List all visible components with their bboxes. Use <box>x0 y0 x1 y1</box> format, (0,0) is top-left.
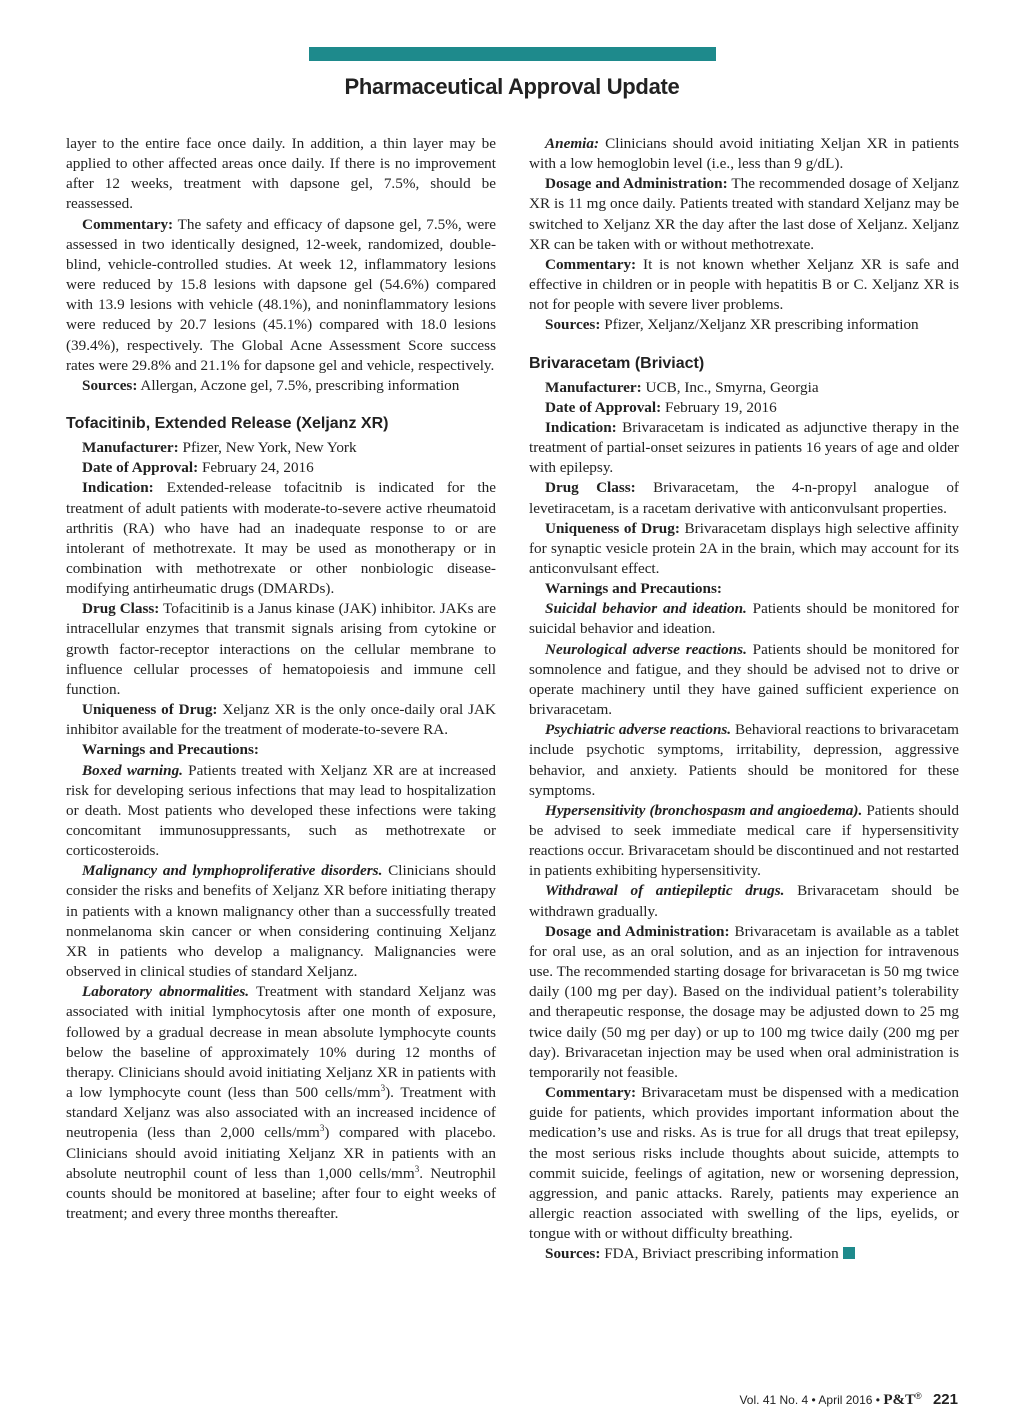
paragraph <box>529 801 959 882</box>
paragraph <box>529 315 959 335</box>
indication-label: Indication: <box>82 479 154 497</box>
commentary-text: The safety and efficacy of dapsone gel, 7.5%, were assessed in two identically designed, 12-week, randomized, double-blind, vehicle-controlled studies. At week 12, inflammatory lesions were reduced by 15.8 lesions with dapsone gel (54.6%) compared with 13.9 lesions with vehicle (48.1%), and noninflammatory lesions were reduced by 20.7 lesions (45.1%) compared with 18.0 lesions (39.4%), respectively. The Global Acne Assessment Score success rates were 29.8% and 21.1% for dapsone gel and vehicle, respectively. <box>66 215 496 374</box>
paragraph <box>66 740 496 760</box>
neuro-text: Patients should be monitored for somnolence and fatigue, and they should be advised not to drive or operate machinery until they have gained sufficient experience on brivaracetam. <box>529 640 959 719</box>
paragraph <box>66 761 496 862</box>
uniqueness-label: Uniqueness of Drug: <box>545 519 680 537</box>
paragraph <box>529 478 959 518</box>
paragraph <box>529 922 959 1083</box>
uniqueness-text: Xeljanz XR is the only once-daily oral JAK inhibitor available for the treatment of moderate-to-severe RA. <box>66 701 496 739</box>
lab-text: Treatment with standard Xeljanz was associated with initial lymphocytosis after one month of exposure, followed by a gradual decrease in mean absolute lymphocyte counts below the baseline of approximately 10% during 12 months of therapy. Clinicians should avoid initiating Xeljanz XR in patients with a low lymphocyte count (less than 500 cells/mm <box>66 983 497 1102</box>
indication-text: Brivaracetam is indicated as adjunctive therapy in the treatment of partial-onset seizures in patients 16 years of age and older with epilepsy. <box>529 418 959 477</box>
lab-label: Laboratory abnormalities. <box>82 983 250 1001</box>
suicidal-label: Suicidal behavior and ideation. <box>545 600 747 618</box>
paragraph <box>529 398 959 418</box>
date-label: Date of Approval: <box>545 398 662 416</box>
dosage-text: Brivaracetam is available as a tablet for oral use, as an oral solution, and as an injection for intravenous use. The recommended starting dosage for brivaracetan is 50 mg twice daily (100 mg per day). Based on the individual patient’s tolerability and therapeutic response, the dosage may be adjusted down to 25 mg twice daily (50 mg per day) or up to 100 mg twice daily (200 mg per day). Brivaracetan injection may be used when oral administration is temporarily not feasible. <box>529 922 959 1081</box>
paragraph <box>529 579 959 599</box>
date-label: Date of Approval: <box>82 459 199 477</box>
suicidal-text: Patients should be monitored for suicidal behavior and ideation. <box>529 600 959 638</box>
paragraph <box>529 418 959 478</box>
superscript: 3 <box>319 1123 325 1134</box>
indication-label: Indication: <box>545 418 617 436</box>
manufacturer-text: UCB, Inc., Smyrna, Georgia <box>641 378 819 396</box>
paragraph: layer to the entire face once daily. In addition, a thin layer may be applied to other affected areas once daily. If there is no improvement after 12 weeks, treatment with dapsone gel, 7.5%, should be reassessed. <box>66 135 496 213</box>
paragraph <box>529 640 959 721</box>
paragraph <box>529 519 959 579</box>
malignancy-label: Malignancy and lymphoproliferative disorders. <box>82 862 383 880</box>
end-of-article-square-icon <box>843 1247 855 1259</box>
dosage-text: The recommended dosage of Xeljanz XR is 11 mg once daily. Patients treated with standard Xeljanz may be switched to Xeljanz XR the day after the last dose of Xeljanz. Xeljanz XR can be taken with or without methotrexate. <box>529 175 959 253</box>
dosage-label: Dosage and Administration: <box>545 922 730 940</box>
drugclass-text: Brivaracetam, the 4-n-propyl analogue of levetiracetam, is a racetam derivative with anticonvulsant properties. <box>529 479 959 517</box>
uniqueness-text: Brivaracetam displays high selective affinity for synaptic vesicle protein 2A in the brain, which may account for its anticonvulsant effect. <box>529 519 959 577</box>
commentary-label: Commentary: <box>545 255 637 273</box>
paragraph <box>66 215 496 376</box>
warnings-label: Warnings and Precautions: <box>82 741 259 759</box>
sources-text: Pfizer, Xeljanz/Xeljanz XR prescribing information <box>600 316 919 334</box>
hyper-text: Patients should be advised to seek immediate medical care if hypersensitivity reactions occur. Brivaracetam should be discontinued and not restarted in patients exhibiting hypersensitivity. <box>529 801 959 880</box>
paragraph <box>529 255 959 315</box>
paragraph <box>529 720 959 801</box>
paragraph <box>529 881 959 921</box>
issue-info: Vol. 41 No. 4 • April 2016 • <box>739 1393 880 1407</box>
section-title: Tofacitinib, Extended Release (Xeljanz XR) <box>66 415 389 433</box>
commentary-label: Commentary: <box>82 215 174 233</box>
lab-text: ). Treatment with standard Xeljanz was also associated with an increased incidence of neutropenia (less than 2,000 cells/mm <box>66 1084 497 1142</box>
neuro-label: Neurological adverse reactions. <box>545 640 747 658</box>
withdrawal-text: Brivaracetam should be withdrawn gradually. <box>529 882 959 920</box>
paragraph <box>529 599 959 639</box>
withdrawal-label: Withdrawal of antiepileptic drugs. <box>545 882 785 900</box>
paragraph <box>66 700 496 740</box>
manufacturer-label: Manufacturer: <box>82 439 179 457</box>
paragraph <box>66 982 496 1224</box>
header-accent-bar <box>309 47 716 61</box>
psych-label: Psychiatric adverse reactions. <box>545 721 732 739</box>
commentary-label: Commentary: <box>545 1084 637 1102</box>
registered-mark: ® <box>914 1391 922 1401</box>
manufacturer-text: Pfizer, New York, New York <box>178 439 357 457</box>
drugclass-label: Drug Class: <box>545 479 636 497</box>
paragraph <box>66 861 496 982</box>
drugclass-label: Drug Class: <box>82 600 160 618</box>
date-text: February 19, 2016 <box>661 398 777 416</box>
commentary-text: Brivaracetam must be dispensed with a medication guide for patients, which provides important information about the medication’s use and risks. As is true for all drugs that treat epilepsy, the most serious risks include thoughts about suicide, attempts to commit suicide, feelings of agitation, new or worsening depression, aggression, and panic attacks. Rarely, patients may experience an allergic reaction associated with swelling of the lips, eyelids, or tongue with or without difficulty breathing. <box>529 1084 959 1243</box>
boxed-text: Patients treated with Xeljanz XR are at increased risk for developing serious infections that may lead to hospitalization or death. Most patients who developed these infections were taking concomitant immunosuppressants, such as methotrexate or corticosteroids. <box>66 761 496 860</box>
superscript: 3 <box>380 1082 386 1093</box>
paragraph <box>529 174 959 255</box>
page-footer <box>739 1391 958 1409</box>
anemia-label: Anemia: <box>545 135 600 152</box>
sources-text: Allergan, Aczone gel, 7.5%, prescribing information <box>137 376 460 394</box>
lab-text: . Neutrophil counts should be monitored at baseline; after four to eight weeks of treatment; and every three months thereafter. <box>66 1164 496 1222</box>
superscript: 3 <box>414 1163 420 1174</box>
left-column <box>66 134 496 1224</box>
paragraph <box>66 478 496 599</box>
paragraph <box>66 438 496 458</box>
sources-label: Sources: <box>545 1245 601 1263</box>
page-number: 221 <box>932 1391 958 1408</box>
commentary-text: It is not known whether Xeljanz XR is safe and effective in children or in people with hepatitis B or C. Xeljanz XR is not for people with severe liver problems. <box>529 255 959 314</box>
boxed-label: Boxed warning. <box>82 761 183 779</box>
right-column <box>529 134 959 1264</box>
dosage-label: Dosage and Administration: <box>545 175 728 193</box>
paragraph <box>529 134 959 174</box>
page-header-title: Pharmaceutical Approval Update <box>344 74 680 99</box>
manufacturer-label: Manufacturer: <box>545 378 642 396</box>
paragraph <box>66 376 496 396</box>
anemia-text: Clinicians should avoid initiating Xeljan XR in patients with a low hemoglobin level (i.e., less than 9 g/dL). <box>529 135 959 173</box>
paragraph <box>529 1244 959 1264</box>
sources-label: Sources: <box>82 376 138 394</box>
sources-text: FDA, Briviact prescribing information <box>600 1245 839 1263</box>
uniqueness-label: Uniqueness of Drug: <box>82 701 218 719</box>
section-title: Brivaracetam (Briviact) <box>529 354 705 372</box>
date-text: February 24, 2016 <box>198 459 314 477</box>
warnings-label: Warnings and Precautions: <box>545 580 722 598</box>
hyper-label: Hypersensitivity (bronchospasm and angioedema). <box>545 801 863 819</box>
drugclass-text: Tofacitinib is a Janus kinase (JAK) inhibitor. JAKs are intracellular enzymes that transmit signals arising from cytokine or growth factor-receptor interactions on the cellular membrane to influence cellular processes of hematopoiesis and immune cell function. <box>66 600 496 698</box>
lab-text: ) compared with placebo. Clinicians should avoid initiating Xeljanz XR in patients with an absolute neutrophil count of less than 1,000 cells/mm <box>66 1124 496 1182</box>
journal-name: P&T <box>883 1392 915 1408</box>
paragraph <box>529 1083 959 1244</box>
psych-text: Behavioral reactions to brivaracetam include psychotic symptoms, irritability, depression, aggressive behavior, and anxiety. Patients should be monitored for these symptoms. <box>529 721 959 799</box>
paragraph <box>529 378 959 398</box>
paragraph <box>66 458 496 478</box>
sources-label: Sources: <box>545 316 601 334</box>
indication-text: Extended-release tofacitnib is indicated for the treatment of adult patients with moderate-to-severe active rheumatoid arthritis (RA) who have had an inadequate response to or are intolerant of methotrexate. It may be used as monotherapy or in combination with methotrexate or other nonbiologic disease-modifying antirheumatic drugs (DMARDs). <box>66 479 496 598</box>
malignancy-text: Clinicians should consider the risks and benefits of Xeljanz XR before initiating therapy in patients with a known malignancy other than a successfully treated nonmelanoma skin cancer or when considering continuing Xeljanz XR in patients who develop a malignancy. Malignancies were observed in clinical studies of standard Xeljanz. <box>66 862 496 981</box>
paragraph <box>66 599 496 700</box>
